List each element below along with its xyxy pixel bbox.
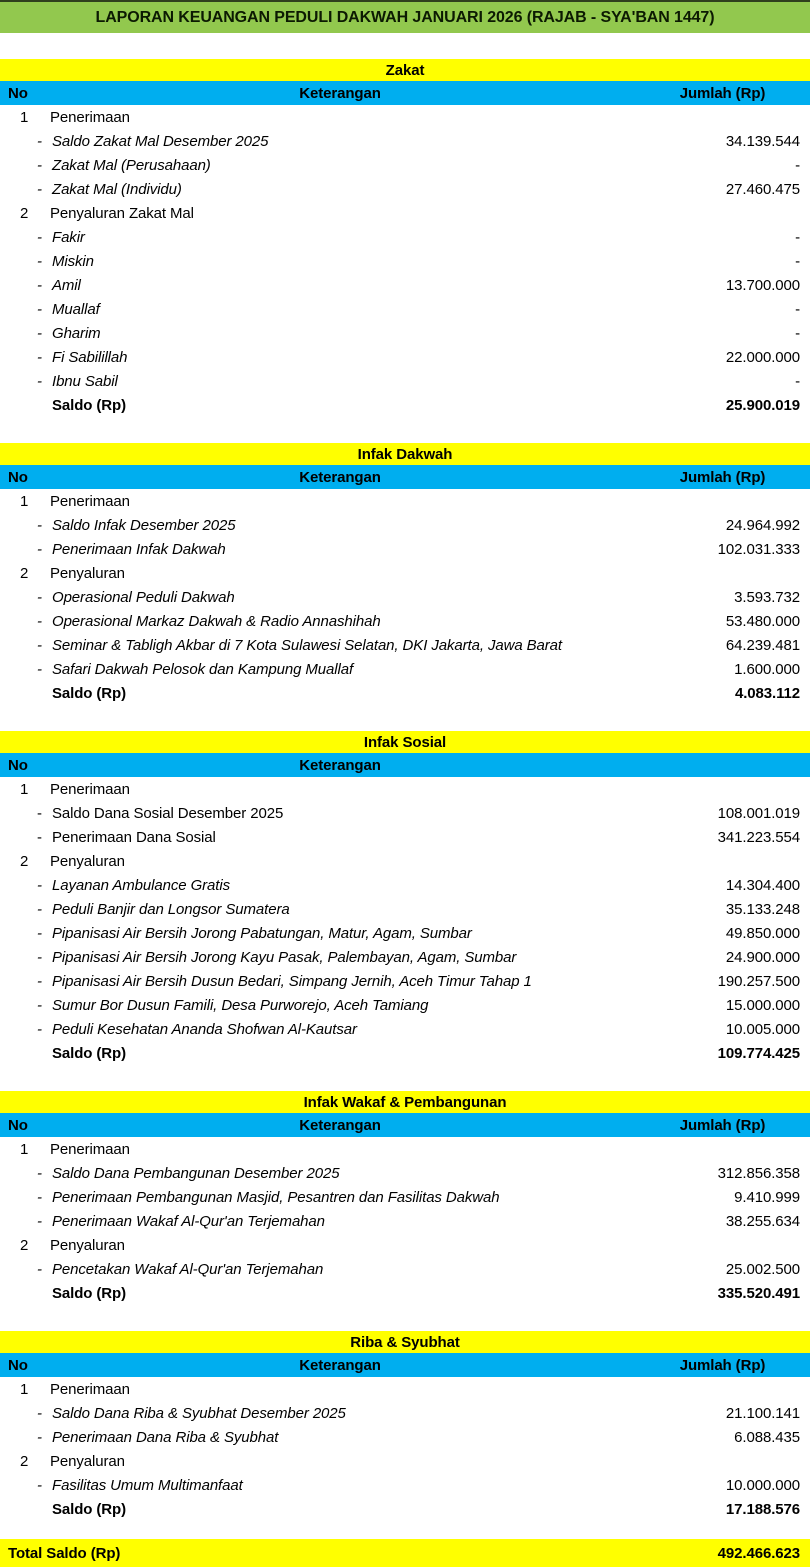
row-keterangan-cell: Saldo (Rp) bbox=[52, 1044, 126, 1062]
row-value: 13.700.000 bbox=[725, 276, 800, 294]
row-label: Pipanisasi Air Bersih Dusun Bedari, Simpang Jernih, Aceh Timur Tahap 1 bbox=[52, 972, 532, 990]
row-number: 1 bbox=[20, 1140, 29, 1158]
row-dash: - bbox=[37, 1428, 42, 1446]
section-title-text: Zakat bbox=[385, 61, 425, 79]
row-label: Penerimaan Dana Sosial bbox=[52, 828, 216, 846]
row-dash: - bbox=[37, 1164, 42, 1182]
section-title-bar bbox=[0, 1331, 810, 1353]
row-value: 341.223.554 bbox=[717, 828, 800, 846]
table-row bbox=[0, 657, 810, 681]
section-title-bar bbox=[0, 59, 810, 81]
column-header-row bbox=[0, 1113, 810, 1137]
row-value: 14.304.400 bbox=[725, 876, 800, 894]
row-value: 3.593.732 bbox=[734, 588, 800, 606]
table-row bbox=[0, 1281, 810, 1305]
row-dash: - bbox=[37, 516, 42, 534]
row-value: 1.600.000 bbox=[734, 660, 800, 678]
row-value: 53.480.000 bbox=[725, 612, 800, 630]
row-dash: - bbox=[37, 588, 42, 606]
row-keterangan-cell bbox=[0, 1453, 635, 1470]
row-label: Layanan Ambulance Gratis bbox=[52, 876, 230, 894]
table-row bbox=[0, 1473, 810, 1497]
row-value: - bbox=[795, 252, 800, 270]
table-row bbox=[0, 1161, 810, 1185]
row-keterangan-cell bbox=[0, 1237, 635, 1254]
row-number: 2 bbox=[20, 1452, 29, 1470]
row-dash: - bbox=[37, 276, 42, 294]
row-dash: - bbox=[37, 924, 42, 942]
row-value: - bbox=[795, 372, 800, 390]
row-label: Ibnu Sabil bbox=[52, 372, 118, 390]
row-value: 17.188.576 bbox=[725, 1500, 800, 1518]
section-title-bar bbox=[0, 1091, 810, 1113]
column-header-row bbox=[0, 753, 810, 777]
row-label: Pencetakan Wakaf Al-Qur'an Terjemahan bbox=[52, 1260, 324, 1278]
row-dash: - bbox=[37, 228, 42, 246]
row-label: Saldo Dana Sosial Desember 2025 bbox=[52, 804, 284, 822]
table-row bbox=[0, 585, 810, 609]
table-row bbox=[0, 1449, 810, 1473]
row-keterangan-cell bbox=[0, 253, 635, 270]
table-row bbox=[0, 1257, 810, 1281]
row-label: Saldo Infak Desember 2025 bbox=[52, 516, 236, 534]
table-row bbox=[0, 369, 810, 393]
row-number: 1 bbox=[20, 492, 29, 510]
row-label: Operasional Markaz Dakwah & Radio Annashihah bbox=[52, 612, 381, 630]
row-label: Amil bbox=[52, 276, 81, 294]
section-infak-sosial bbox=[0, 731, 810, 1065]
table-row bbox=[0, 825, 810, 849]
row-keterangan-cell bbox=[0, 133, 635, 150]
row-label: Penyaluran bbox=[50, 852, 125, 870]
row-keterangan-cell bbox=[0, 1381, 635, 1398]
row-keterangan-cell bbox=[0, 829, 635, 846]
total-saldo-label: Total Saldo (Rp) bbox=[8, 1544, 121, 1562]
row-value: 15.000.000 bbox=[725, 996, 800, 1014]
row-label: Fi Sabilillah bbox=[52, 348, 128, 366]
row-value: 6.088.435 bbox=[734, 1428, 800, 1446]
section-title-text: Infak Sosial bbox=[363, 733, 447, 751]
row-keterangan-cell bbox=[0, 229, 635, 246]
row-label: Penerimaan Wakaf Al-Qur'an Terjemahan bbox=[52, 1212, 325, 1230]
row-keterangan-cell bbox=[0, 1477, 635, 1494]
row-value: - bbox=[795, 156, 800, 174]
row-value: 21.100.141 bbox=[725, 1404, 800, 1422]
row-label: Pipanisasi Air Bersih Jorong Pabatungan, Matur, Agam, Sumbar bbox=[52, 924, 472, 942]
section-title-text: Infak Dakwah bbox=[357, 445, 453, 463]
row-label: Gharim bbox=[52, 324, 101, 342]
table-row bbox=[0, 609, 810, 633]
row-dash: - bbox=[37, 1260, 42, 1278]
table-row bbox=[0, 561, 810, 585]
row-dash: - bbox=[37, 612, 42, 630]
row-value: 64.239.481 bbox=[725, 636, 800, 654]
row-keterangan-cell bbox=[0, 973, 635, 990]
row-keterangan-cell bbox=[0, 997, 635, 1014]
row-keterangan-cell bbox=[0, 1405, 635, 1422]
row-dash: - bbox=[37, 636, 42, 654]
row-label: Penerimaan bbox=[50, 780, 130, 798]
row-value: 108.001.019 bbox=[717, 804, 800, 822]
row-value: 10.000.000 bbox=[725, 1476, 800, 1494]
row-keterangan-cell bbox=[0, 1165, 635, 1182]
table-row bbox=[0, 1017, 810, 1041]
table-row bbox=[0, 537, 810, 561]
section-title-text: Riba & Syubhat bbox=[350, 1333, 460, 1351]
row-dash: - bbox=[37, 540, 42, 558]
table-row bbox=[0, 321, 810, 345]
row-keterangan-cell bbox=[0, 877, 635, 894]
table-row bbox=[0, 801, 810, 825]
row-label: Saldo Zakat Mal Desember 2025 bbox=[52, 132, 269, 150]
row-keterangan-cell bbox=[0, 301, 635, 318]
row-label: Pipanisasi Air Bersih Jorong Kayu Pasak, Palembayan, Agam, Sumbar bbox=[52, 948, 517, 966]
row-label: Penerimaan bbox=[50, 108, 130, 126]
section-riba-syubhat bbox=[0, 1331, 810, 1521]
total-saldo-value: 492.466.623 bbox=[717, 1544, 800, 1562]
column-header-keterangan: Keterangan bbox=[299, 1356, 381, 1374]
section-title-bar bbox=[0, 731, 810, 753]
table-row bbox=[0, 1233, 810, 1257]
table-row bbox=[0, 873, 810, 897]
row-dash: - bbox=[37, 156, 42, 174]
table-row bbox=[0, 1209, 810, 1233]
row-label: Peduli Kesehatan Ananda Shofwan Al-Kautsar bbox=[52, 1020, 357, 1038]
row-label: Penyaluran bbox=[50, 1236, 125, 1254]
row-keterangan-cell: Saldo (Rp) bbox=[52, 396, 126, 414]
column-header-jumlah: Jumlah (Rp) bbox=[679, 468, 766, 486]
table-row bbox=[0, 1185, 810, 1209]
report-body bbox=[0, 59, 810, 1521]
table-row bbox=[0, 681, 810, 705]
row-dash: - bbox=[37, 324, 42, 342]
row-value: 34.139.544 bbox=[725, 132, 800, 150]
row-keterangan-cell bbox=[0, 157, 635, 174]
row-label: Penerimaan bbox=[50, 1380, 130, 1398]
row-label: Miskin bbox=[52, 252, 94, 270]
row-number: 1 bbox=[20, 1380, 29, 1398]
table-row bbox=[0, 345, 810, 369]
row-keterangan-cell bbox=[0, 925, 635, 942]
row-keterangan-cell bbox=[0, 109, 635, 126]
table-row bbox=[0, 225, 810, 249]
table-row bbox=[0, 1137, 810, 1161]
row-keterangan-cell bbox=[0, 901, 635, 918]
row-keterangan-cell bbox=[0, 613, 635, 630]
row-dash: - bbox=[37, 1212, 42, 1230]
row-label: Seminar & Tabligh Akbar di 7 Kota Sulawesi Selatan, DKI Jakarta, Jawa Barat bbox=[52, 636, 562, 654]
table-row bbox=[0, 153, 810, 177]
row-keterangan-cell bbox=[0, 1021, 635, 1038]
column-header-row bbox=[0, 465, 810, 489]
table-row bbox=[0, 1041, 810, 1065]
table-row bbox=[0, 945, 810, 969]
column-header-no: No bbox=[8, 756, 28, 774]
row-number: 2 bbox=[20, 564, 29, 582]
section-title-bar bbox=[0, 443, 810, 465]
row-dash: - bbox=[37, 996, 42, 1014]
row-value: 102.031.333 bbox=[717, 540, 800, 558]
column-header-jumlah: Jumlah (Rp) bbox=[679, 1356, 766, 1374]
row-keterangan-cell bbox=[0, 853, 635, 870]
section-infak-dakwah bbox=[0, 443, 810, 705]
column-header-no: No bbox=[8, 468, 28, 486]
table-row bbox=[0, 249, 810, 273]
row-label: Peduli Banjir dan Longsor Sumatera bbox=[52, 900, 290, 918]
row-dash: - bbox=[37, 1404, 42, 1422]
row-label: Penerimaan Pembangunan Masjid, Pesantren dan Fasilitas Dakwah bbox=[52, 1188, 500, 1206]
row-value: 190.257.500 bbox=[717, 972, 800, 990]
table-row bbox=[0, 1401, 810, 1425]
table-row bbox=[0, 777, 810, 801]
row-value: 24.964.992 bbox=[725, 516, 800, 534]
row-value: 9.410.999 bbox=[734, 1188, 800, 1206]
row-label: Penyaluran Zakat Mal bbox=[50, 204, 194, 222]
row-dash: - bbox=[37, 132, 42, 150]
row-dash: - bbox=[37, 300, 42, 318]
row-value: 25.900.019 bbox=[725, 396, 800, 414]
column-header-keterangan: Keterangan bbox=[299, 84, 381, 102]
row-keterangan-cell bbox=[0, 949, 635, 966]
row-label: Fakir bbox=[52, 228, 85, 246]
table-row bbox=[0, 1425, 810, 1449]
column-header-jumlah: Jumlah (Rp) bbox=[679, 1116, 766, 1134]
section-zakat bbox=[0, 59, 810, 417]
table-row bbox=[0, 105, 810, 129]
report-title: LAPORAN KEUANGAN PEDULI DAKWAH JANUARI 2026 (RAJAB - SYA'BAN 1447) bbox=[95, 8, 715, 26]
row-label: Zakat Mal (Perusahaan) bbox=[52, 156, 211, 174]
row-label: Saldo Dana Pembangunan Desember 2025 bbox=[52, 1164, 340, 1182]
row-label: Penyaluran bbox=[50, 564, 125, 582]
section-title-text: Infak Wakaf & Pembangunan bbox=[303, 1093, 507, 1111]
row-label: Penyaluran bbox=[50, 1452, 125, 1470]
row-value: 109.774.425 bbox=[717, 1044, 800, 1062]
row-keterangan-cell bbox=[0, 1261, 635, 1278]
table-row bbox=[0, 177, 810, 201]
table-row bbox=[0, 297, 810, 321]
row-value: 25.002.500 bbox=[725, 1260, 800, 1278]
row-keterangan-cell: Saldo (Rp) bbox=[52, 1284, 126, 1302]
row-value: - bbox=[795, 300, 800, 318]
row-keterangan-cell bbox=[0, 1429, 635, 1446]
row-keterangan-cell bbox=[0, 1213, 635, 1230]
row-value: 22.000.000 bbox=[725, 348, 800, 366]
row-label: Zakat Mal (Individu) bbox=[52, 180, 182, 198]
row-value: 312.856.358 bbox=[717, 1164, 800, 1182]
row-label: Muallaf bbox=[52, 300, 100, 318]
row-keterangan-cell bbox=[0, 541, 635, 558]
section-infak-wakaf-pembangunan bbox=[0, 1091, 810, 1305]
row-keterangan-cell bbox=[0, 805, 635, 822]
row-keterangan-cell: Saldo (Rp) bbox=[52, 684, 126, 702]
table-row bbox=[0, 849, 810, 873]
column-header-keterangan: Keterangan bbox=[299, 1116, 381, 1134]
column-header-row bbox=[0, 81, 810, 105]
row-number: 1 bbox=[20, 780, 29, 798]
row-value: - bbox=[795, 324, 800, 342]
row-keterangan-cell bbox=[0, 1141, 635, 1158]
row-keterangan-cell bbox=[0, 325, 635, 342]
row-value: 4.083.112 bbox=[734, 684, 800, 702]
row-label: Safari Dakwah Pelosok dan Kampung Muallaf bbox=[52, 660, 354, 678]
table-row bbox=[0, 129, 810, 153]
table-row bbox=[0, 633, 810, 657]
table-row bbox=[0, 993, 810, 1017]
row-keterangan-cell bbox=[0, 349, 635, 366]
row-value: 10.005.000 bbox=[725, 1020, 800, 1038]
row-keterangan-cell: Saldo (Rp) bbox=[52, 1500, 126, 1518]
row-value: 27.460.475 bbox=[725, 180, 800, 198]
table-row bbox=[0, 201, 810, 225]
report-title-banner bbox=[0, 0, 810, 33]
row-label: Penerimaan bbox=[50, 492, 130, 510]
column-header-no: No bbox=[8, 84, 28, 102]
row-value: - bbox=[795, 228, 800, 246]
table-row bbox=[0, 489, 810, 513]
table-row bbox=[0, 897, 810, 921]
row-keterangan-cell bbox=[0, 205, 635, 222]
table-row bbox=[0, 969, 810, 993]
row-label: Saldo Dana Riba & Syubhat Desember 2025 bbox=[52, 1404, 346, 1422]
row-dash: - bbox=[37, 804, 42, 822]
row-keterangan-cell bbox=[0, 277, 635, 294]
row-dash: - bbox=[37, 348, 42, 366]
row-number: 2 bbox=[20, 852, 29, 870]
row-label: Sumur Bor Dusun Famili, Desa Purworejo, Aceh Tamiang bbox=[52, 996, 429, 1014]
row-keterangan-cell bbox=[0, 637, 635, 654]
row-label: Penerimaan bbox=[50, 1140, 130, 1158]
row-dash: - bbox=[37, 828, 42, 846]
row-value: 38.255.634 bbox=[725, 1212, 800, 1230]
column-header-jumlah: Jumlah (Rp) bbox=[679, 84, 766, 102]
table-row bbox=[0, 273, 810, 297]
column-header-no: No bbox=[8, 1116, 28, 1134]
row-keterangan-cell bbox=[0, 493, 635, 510]
table-row bbox=[0, 393, 810, 417]
row-dash: - bbox=[37, 876, 42, 894]
row-keterangan-cell bbox=[0, 589, 635, 606]
row-dash: - bbox=[37, 1188, 42, 1206]
row-value: 49.850.000 bbox=[725, 924, 800, 942]
row-value: 24.900.000 bbox=[725, 948, 800, 966]
total-saldo-row bbox=[0, 1539, 810, 1567]
row-dash: - bbox=[37, 948, 42, 966]
row-dash: - bbox=[37, 1476, 42, 1494]
row-keterangan-cell bbox=[0, 565, 635, 582]
row-value: 335.520.491 bbox=[717, 1284, 800, 1302]
row-number: 2 bbox=[20, 1236, 29, 1254]
row-number: 1 bbox=[20, 108, 29, 126]
row-number: 2 bbox=[20, 204, 29, 222]
row-dash: - bbox=[37, 180, 42, 198]
column-header-row bbox=[0, 1353, 810, 1377]
row-label: Fasilitas Umum Multimanfaat bbox=[52, 1476, 243, 1494]
row-dash: - bbox=[37, 252, 42, 270]
row-keterangan-cell bbox=[0, 661, 635, 678]
table-row bbox=[0, 1377, 810, 1401]
row-dash: - bbox=[37, 372, 42, 390]
row-keterangan-cell bbox=[0, 1189, 635, 1206]
table-row bbox=[0, 513, 810, 537]
column-header-no: No bbox=[8, 1356, 28, 1374]
row-keterangan-cell bbox=[0, 181, 635, 198]
row-dash: - bbox=[37, 972, 42, 990]
row-label: Operasional Peduli Dakwah bbox=[52, 588, 235, 606]
row-label: Penerimaan Dana Riba & Syubhat bbox=[52, 1428, 279, 1446]
column-header-keterangan: Keterangan bbox=[299, 756, 381, 774]
row-value: 35.133.248 bbox=[725, 900, 800, 918]
row-dash: - bbox=[37, 660, 42, 678]
table-row bbox=[0, 921, 810, 945]
column-header-keterangan: Keterangan bbox=[299, 468, 381, 486]
row-dash: - bbox=[37, 1020, 42, 1038]
row-keterangan-cell bbox=[0, 373, 635, 390]
row-label: Penerimaan Infak Dakwah bbox=[52, 540, 226, 558]
row-keterangan-cell bbox=[0, 517, 635, 534]
row-dash: - bbox=[37, 900, 42, 918]
row-keterangan-cell bbox=[0, 781, 635, 798]
table-row bbox=[0, 1497, 810, 1521]
